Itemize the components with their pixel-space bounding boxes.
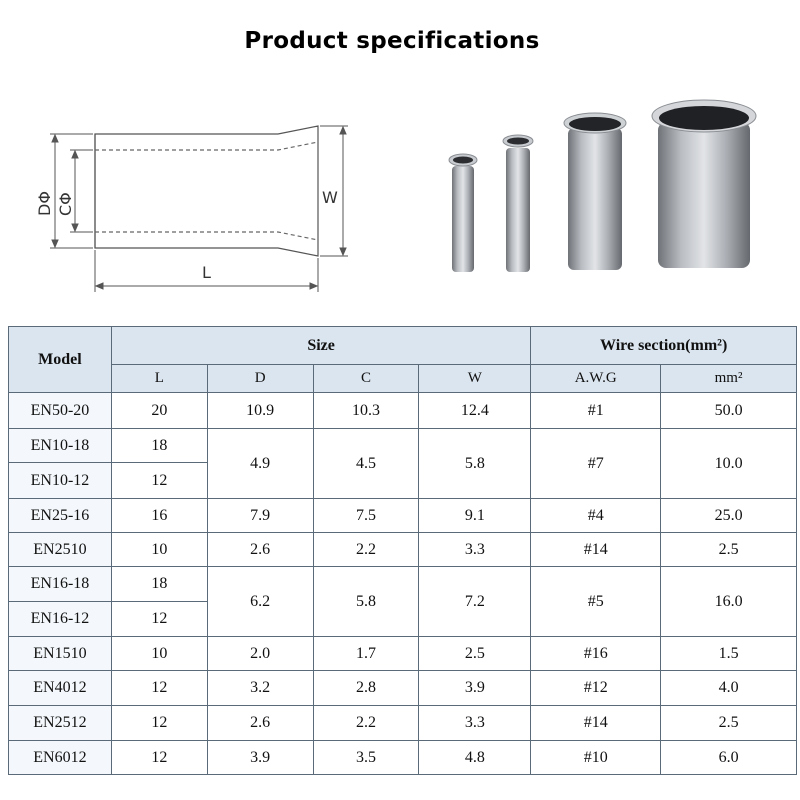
cell-c: 4.5 [313, 429, 419, 499]
cell-w: 3.9 [419, 671, 531, 706]
cell-model: EN50-20 [9, 393, 112, 429]
cell-d: 10.9 [207, 393, 313, 429]
cell-d: 2.0 [207, 637, 313, 671]
cell-d: 4.9 [207, 429, 313, 499]
cell-model: EN2510 [9, 533, 112, 567]
cell-d: 2.6 [207, 533, 313, 567]
table-row [9, 429, 797, 463]
cell-c: 2.2 [313, 533, 419, 567]
cell-model: EN1510 [9, 637, 112, 671]
table-row [9, 637, 797, 671]
cell-d: 2.6 [207, 706, 313, 741]
cell-mm2: 4.0 [661, 671, 797, 706]
cell-l: 18 [111, 429, 207, 463]
table-row [9, 671, 797, 706]
cell-d: 3.2 [207, 671, 313, 706]
cell-c: 10.3 [313, 393, 419, 429]
cell-model: EN16-12 [9, 602, 112, 637]
cell-l: 12 [111, 463, 207, 499]
cell-c: 2.2 [313, 706, 419, 741]
cell-mm2: 1.5 [661, 637, 797, 671]
cell-mm2: 50.0 [661, 393, 797, 429]
subheader-awg: A.W.G [531, 365, 661, 393]
table-row [9, 567, 797, 602]
cell-c: 3.5 [313, 741, 419, 775]
cell-l: 12 [111, 741, 207, 775]
cell-w: 9.1 [419, 499, 531, 533]
cell-l: 20 [111, 393, 207, 429]
cell-c: 2.8 [313, 671, 419, 706]
cell-model: EN2512 [9, 706, 112, 741]
cell-w: 2.5 [419, 637, 531, 671]
table-row [9, 741, 797, 775]
label-l: L [202, 263, 211, 282]
cell-c: 5.8 [313, 567, 419, 637]
label-w: W [322, 188, 338, 207]
header-wire-section: Wire section(mm²) [531, 327, 797, 365]
subheader-l: L [111, 365, 207, 393]
cell-l: 16 [111, 499, 207, 533]
cell-l: 12 [111, 602, 207, 637]
cell-model: EN10-18 [9, 429, 112, 463]
table-row [9, 706, 797, 741]
cell-d: 6.2 [207, 567, 313, 637]
cell-c: 1.7 [313, 637, 419, 671]
cell-mm2: 10.0 [661, 429, 797, 499]
cell-w: 3.3 [419, 706, 531, 741]
cell-mm2: 25.0 [661, 499, 797, 533]
cell-d: 7.9 [207, 499, 313, 533]
ferrule-large [652, 100, 756, 268]
table-row [9, 499, 797, 533]
label-c: CΦ [56, 192, 75, 216]
cell-awg: #4 [531, 499, 661, 533]
cell-mm2: 2.5 [661, 706, 797, 741]
cell-model: EN6012 [9, 741, 112, 775]
subheader-d: D [207, 365, 313, 393]
specifications-table [8, 326, 797, 775]
cell-w: 4.8 [419, 741, 531, 775]
cell-awg: #7 [531, 429, 661, 499]
cell-model: EN16-18 [9, 567, 112, 602]
cell-mm2: 16.0 [661, 567, 797, 637]
cell-awg: #5 [531, 567, 661, 637]
cell-awg: #12 [531, 671, 661, 706]
cell-mm2: 2.5 [661, 533, 797, 567]
ferrule-product-photo [436, 96, 776, 286]
ferrule-dimension-drawing [30, 120, 370, 300]
cell-awg: #10 [531, 741, 661, 775]
cell-l: 12 [111, 671, 207, 706]
subheader-mm2: mm² [661, 365, 797, 393]
header-model: Model [9, 327, 112, 393]
subheader-c: C [313, 365, 419, 393]
subheader-w: W [419, 365, 531, 393]
cell-l: 18 [111, 567, 207, 602]
cell-w: 3.3 [419, 533, 531, 567]
page-title: Product specifications [244, 28, 540, 54]
cell-c: 7.5 [313, 499, 419, 533]
header-size: Size [111, 327, 530, 365]
table-row [9, 533, 797, 567]
cell-l: 10 [111, 533, 207, 567]
ferrule-medium [564, 113, 626, 270]
cell-model: EN4012 [9, 671, 112, 706]
table-row [9, 393, 797, 429]
ferrule-small-1 [449, 154, 477, 272]
cell-w: 5.8 [419, 429, 531, 499]
cell-l: 10 [111, 637, 207, 671]
cell-awg: #14 [531, 533, 661, 567]
cell-awg: #16 [531, 637, 661, 671]
cell-l: 12 [111, 706, 207, 741]
label-d: DΦ [35, 191, 54, 216]
cell-w: 7.2 [419, 567, 531, 637]
cell-w: 12.4 [419, 393, 531, 429]
cell-awg: #14 [531, 706, 661, 741]
cell-awg: #1 [531, 393, 661, 429]
cell-mm2: 6.0 [661, 741, 797, 775]
cell-model: EN25-16 [9, 499, 112, 533]
cell-model: EN10-12 [9, 463, 112, 499]
ferrule-small-2 [503, 135, 533, 272]
cell-d: 3.9 [207, 741, 313, 775]
